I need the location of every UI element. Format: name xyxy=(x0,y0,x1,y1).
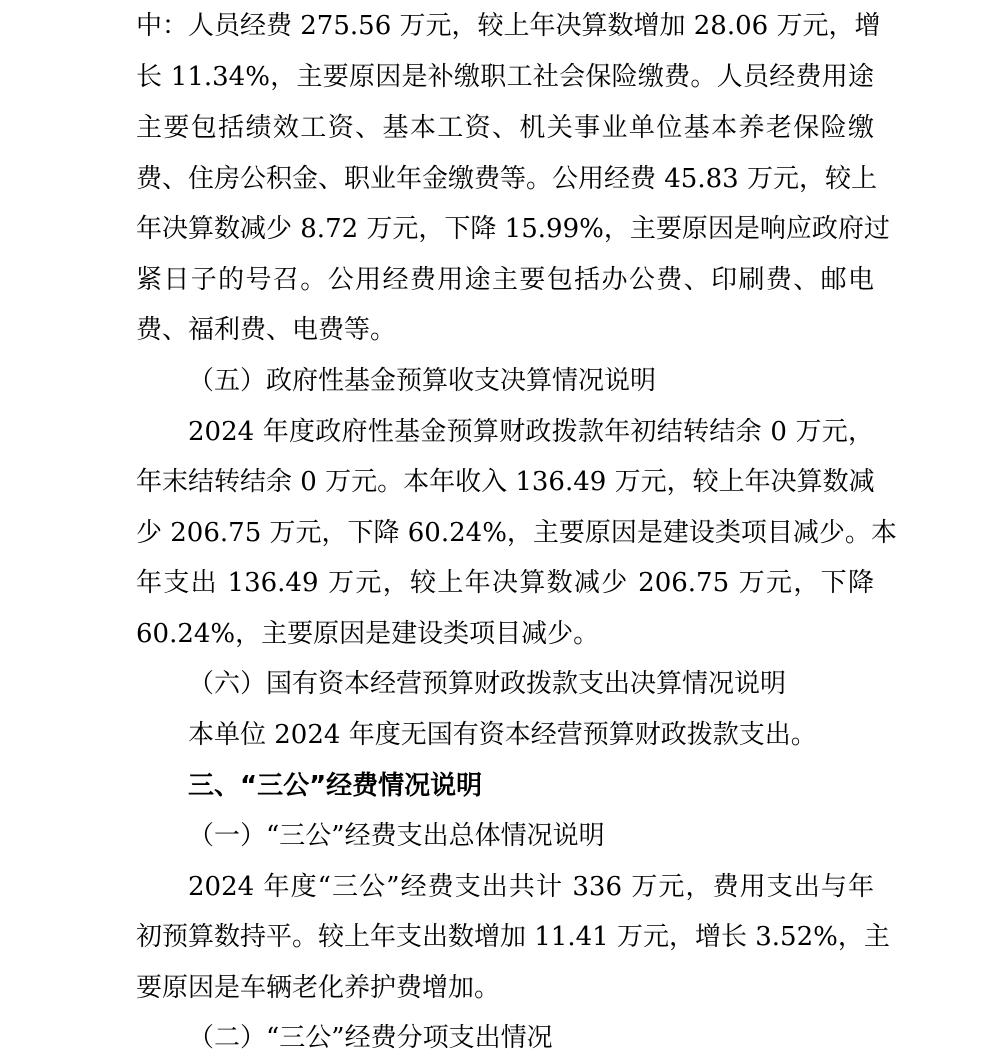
paragraph-line: 长 11.34%，主要原因是补缴职工社会保险缴费。人员经费用途 xyxy=(136,62,874,92)
paragraph-line: 费、福利费、电费等。 xyxy=(136,315,397,345)
paragraph-line: 紧日子的号召。公用经费用途主要包括办公费、印刷费、邮电 xyxy=(136,265,874,295)
paragraph-line: 主要包括绩效工资、基本工资、机关事业单位基本养老保险缴 xyxy=(136,113,874,143)
paragraph-line: 本单位 2024 年度无国有资本经营预算财政拨款支出。 xyxy=(188,720,817,750)
paragraph-line: 年支出 136.49 万元，较上年决算数减少 206.75 万元，下降 xyxy=(136,568,874,598)
paragraph-line: 年末结转结余 0 万元。本年收入 136.49 万元，较上年决算数减 xyxy=(136,467,875,497)
section-heading: （五）政府性基金预算收支决算情况说明 xyxy=(188,366,657,396)
chapter-heading: 三、“三公”经费情况说明 xyxy=(188,771,483,801)
section-heading: （六）国有资本经营预算财政拨款支出决算情况说明 xyxy=(188,669,787,699)
section-heading: （一）“三公”经费支出总体情况说明 xyxy=(188,821,605,851)
paragraph-line: 费、住房公积金、职业年金缴费等。公用经费 45.83 万元，较上 xyxy=(136,164,877,194)
paragraph-line: 少 206.75 万元，下降 60.24%，主要原因是建设类项目减少。本 xyxy=(136,518,897,548)
paragraph-line: 要原因是车辆老化养护费增加。 xyxy=(136,973,501,1003)
paragraph-line: 年决算数减少 8.72 万元，下降 15.99%，主要原因是响应政府过 xyxy=(136,214,890,244)
section-heading: （二）“三公”经费分项支出情况 xyxy=(188,1023,553,1053)
paragraph-line: 2024 年度政府性基金预算财政拨款年初结转结余 0 万元， xyxy=(188,417,874,447)
paragraph-line: 初预算数持平。较上年支出数增加 11.41 万元，增长 3.52%，主 xyxy=(136,922,890,952)
paragraph-line: 中：人员经费 275.56 万元，较上年决算数增加 28.06 万元，增 xyxy=(136,11,881,41)
paragraph-line: 2024 年度“三公”经费支出共计 336 万元，费用支出与年 xyxy=(188,872,874,902)
paragraph-line: 60.24%，主要原因是建设类项目减少。 xyxy=(136,619,600,649)
